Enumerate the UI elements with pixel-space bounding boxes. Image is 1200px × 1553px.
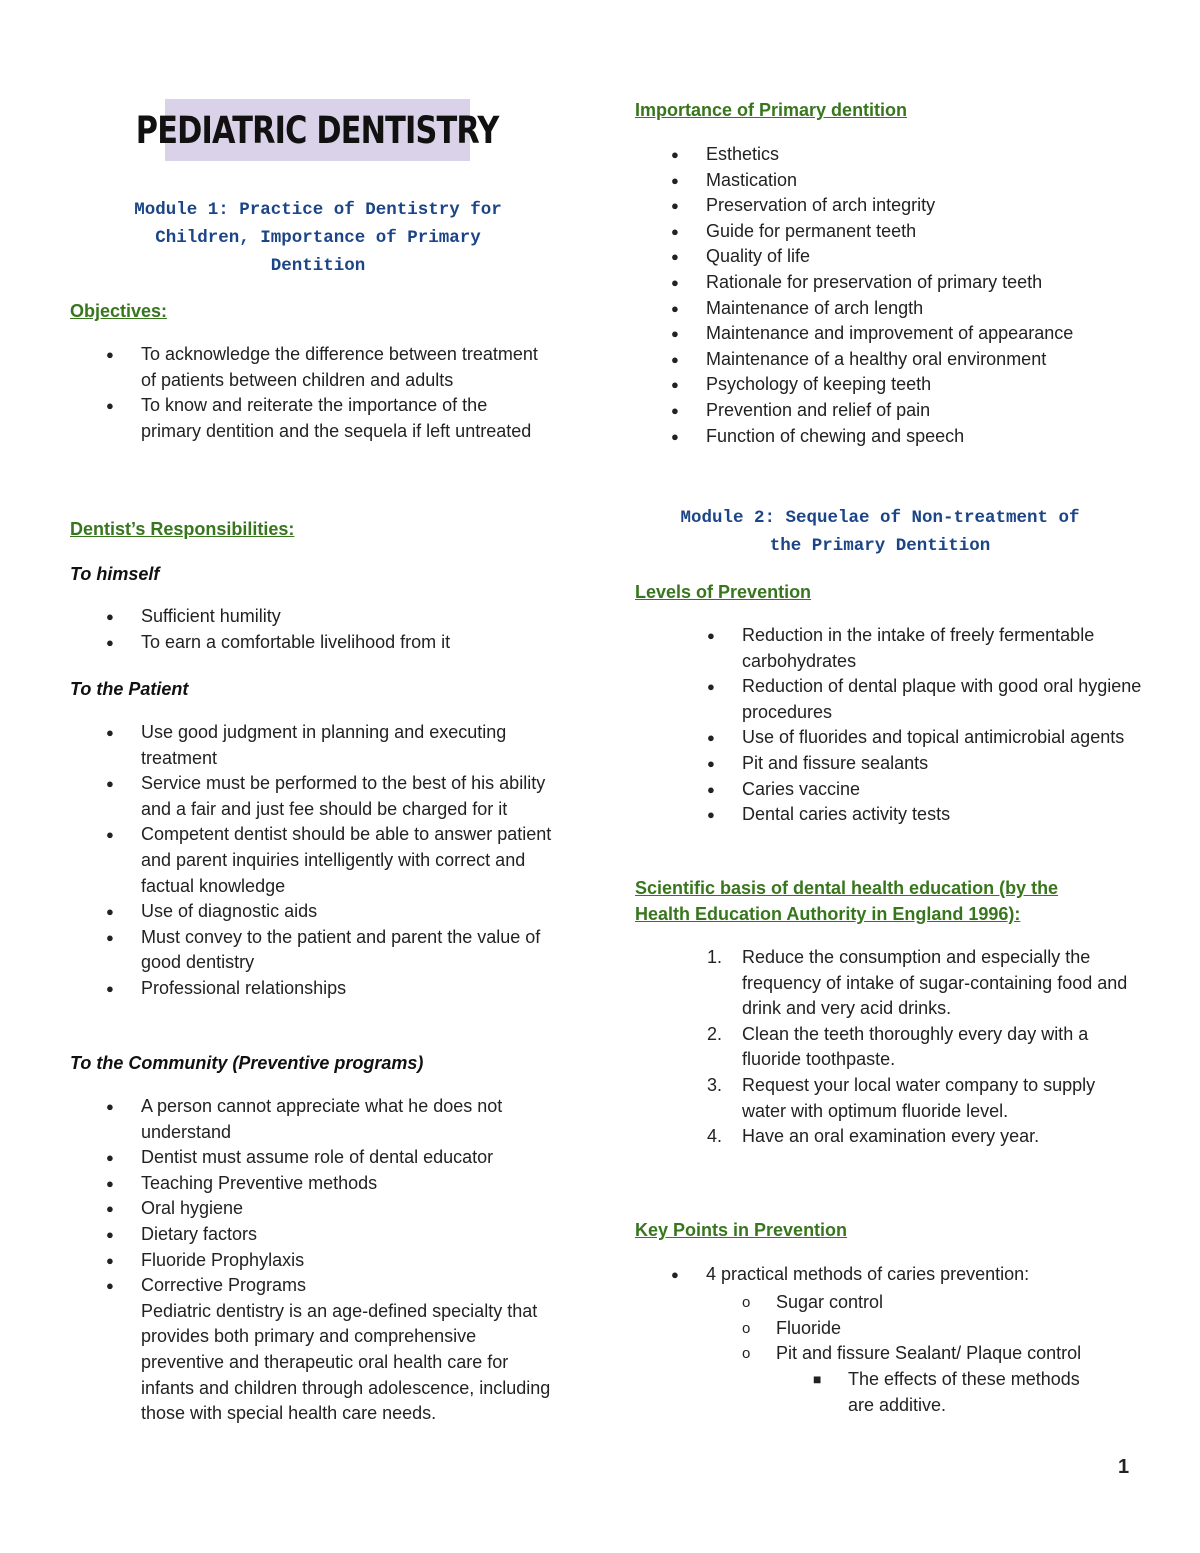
bullet-icon: ● — [671, 377, 679, 393]
bullet-icon: ● — [707, 730, 715, 746]
bullet-icon: ● — [106, 1252, 114, 1268]
bullet-icon: ● — [671, 274, 679, 290]
list-item: 1. Reduce the consumption and especially the frequency of intake of sugar-containing food and drink and very acid drinks. — [707, 947, 1128, 1019]
objectives-heading: Objectives: — [70, 301, 168, 321]
list-item: ● Dietary factors — [141, 1222, 561, 1248]
list-item: ■ The effects of these methods are additive. — [813, 1369, 1080, 1415]
scientific-heading-line1: Scientific basis of dental health education (by the — [635, 878, 1059, 898]
himself-heading: To himself — [70, 564, 160, 584]
bullet-icon: ● — [106, 904, 114, 920]
list-item: ● Esthetics — [706, 142, 1146, 168]
bullet-icon: ● — [106, 725, 114, 740]
bullet-icon: ● — [671, 249, 679, 265]
levels-list — [707, 623, 1142, 828]
list-item: ● Dental caries activity tests — [742, 802, 1142, 828]
circle-bullet-icon: o — [742, 1345, 751, 1363]
list-item: ● Preservation of arch integrity — [706, 193, 1146, 219]
square-bullet-icon: ■ — [813, 1371, 822, 1387]
bullet-icon: ● — [106, 1175, 114, 1191]
list-item: ● Function of chewing and speech — [706, 424, 1146, 450]
title-box — [136, 99, 499, 161]
page-title: PEDIATRIC DENTISTRY — [136, 108, 499, 152]
list-item: ● Reduction of dental plaque with good oral hygiene procedures — [707, 676, 1142, 722]
list-item: ● Rationale for preservation of primary teeth — [706, 270, 1146, 296]
list-item: ● Caries vaccine — [742, 777, 1142, 803]
list-item: ● 4 practical methods of caries prevention: — [706, 1262, 1126, 1288]
keypoints-heading: Key Points in Prevention — [635, 1220, 848, 1240]
bullet-icon: ● — [106, 347, 114, 362]
list-item: ● To know and reiterate the importance of the primary dentition and the sequela if left untreated — [106, 395, 532, 441]
list-item: ● To earn a comfortable livelihood from it — [141, 630, 561, 656]
list-item: ● Quality of life — [706, 244, 1146, 270]
bullet-icon: ● — [707, 781, 715, 797]
list-item: ● Fluoride Prophylaxis — [141, 1248, 561, 1274]
scientific-heading — [635, 875, 1135, 927]
bullet-icon: ● — [106, 827, 114, 843]
list-item: o Pit and fissure Sealant/ Plaque control — [776, 1341, 1136, 1367]
list-item: 4. Have an oral examination every year. — [707, 1126, 1040, 1147]
keypoints-subsublist — [813, 1367, 1108, 1418]
page-number: 1 — [1118, 1456, 1130, 1478]
community-list — [106, 1094, 561, 1427]
responsibilities-heading: Dentist’s Responsibilities: — [70, 519, 295, 539]
bullet-icon: ● — [106, 1201, 114, 1217]
bullet-icon: ● — [106, 929, 114, 945]
bullet-icon: ● — [671, 300, 679, 316]
list-item: ● Use of fluorides and topical antimicrobial agents — [742, 725, 1142, 751]
importance-heading: Importance of Primary dentition — [635, 100, 908, 120]
community-heading: To the Community (Preventive programs) — [70, 1053, 424, 1073]
bullet-icon: ● — [106, 776, 114, 792]
list-item: o Sugar control — [776, 1290, 1136, 1316]
bullet-icon: ● — [671, 147, 679, 162]
list-item: ● Psychology of keeping teeth — [706, 372, 1146, 398]
bullet-icon: ● — [671, 172, 679, 188]
bullet-icon: ● — [707, 807, 715, 823]
bullet-icon: ● — [106, 1150, 114, 1166]
list-item: ● Professional relationships — [141, 976, 561, 1002]
list-item: ● Prevention and relief of pain — [706, 398, 1146, 424]
list-item: 3. Request your local water company to supply water with optimum fluoride level. — [707, 1074, 1096, 1121]
module2-title — [625, 504, 1135, 560]
importance-list — [671, 142, 1146, 449]
list-item: ● Teaching Preventive methods — [141, 1171, 561, 1197]
list-item: ● Maintenance of a healthy oral environment — [706, 347, 1146, 373]
bullet-icon: ● — [106, 1226, 114, 1242]
bullet-icon: ● — [106, 634, 114, 650]
bullet-icon: ● — [707, 679, 715, 695]
circle-bullet-icon: o — [742, 1319, 751, 1337]
module1-title-line1: Module 1: Practice of Dentistry for — [134, 200, 502, 220]
himself-list — [106, 604, 561, 655]
list-item: ● A person cannot appreciate what he does not understand — [106, 1096, 503, 1142]
module1-title-line2: Children, Importance of Primary — [155, 228, 481, 248]
list-item: 2. Clean the teeth thoroughly every day with a fluoride toothpaste. — [707, 1023, 1089, 1070]
module1-title — [70, 196, 566, 280]
objectives-list — [106, 342, 541, 444]
list-item: ● Competent dentist should be able to answer patient and parent inquiries intelligently with correct and factual knowledge — [106, 824, 552, 896]
bullet-icon: ● — [671, 1267, 679, 1282]
bullet-icon: ● — [106, 609, 114, 624]
list-item: ● Reduction in the intake of freely fermentable carbohydrates — [707, 625, 1095, 671]
list-item: ● Maintenance and improvement of appearance — [706, 321, 1146, 347]
bullet-icon: ● — [671, 223, 679, 239]
keypoints-list — [671, 1262, 1126, 1288]
bullet-icon: ● — [671, 326, 679, 342]
bullet-icon: ● — [707, 755, 715, 771]
patient-heading: To the Patient — [70, 679, 189, 699]
list-item: ● Use good judgment in planning and executing treatment — [106, 722, 507, 768]
bullet-icon: ● — [707, 628, 715, 643]
bullet-icon: ● — [106, 1278, 114, 1294]
scientific-list — [707, 945, 1137, 1150]
list-item: ● To acknowledge the difference between treatment of patients between children and adults — [106, 344, 538, 390]
bullet-icon: ● — [671, 198, 679, 214]
list-item: ● Sufficient humility — [141, 604, 561, 630]
list-item: ● Dentist must assume role of dental educator — [141, 1145, 561, 1171]
definition-paragraph: Pediatric dentistry is an age-defined specialty that provides both primary and comprehensive preventive and therapeutic oral health care for infants and children through adolescence, including those with special health care needs. — [141, 1300, 551, 1424]
list-item: ● Guide for permanent teeth — [706, 219, 1146, 245]
list-item: ● Service must be performed to the best of his ability and a fair and just fee should be charged for it — [106, 773, 546, 819]
keypoints-sublist — [742, 1290, 1136, 1367]
levels-heading: Levels of Prevention — [635, 582, 812, 602]
list-item: o Fluoride — [776, 1316, 1136, 1342]
bullet-icon: ● — [671, 428, 679, 444]
list-item: ● Use of diagnostic aids — [141, 899, 561, 925]
list-item: ● Mastication — [706, 168, 1146, 194]
scientific-heading-line2: Health Education Authority in England 1996): — [635, 904, 1021, 924]
list-item: ● Corrective Programs — [141, 1273, 561, 1299]
module1-title-line3: Dentition — [270, 256, 366, 276]
bullet-icon: ● — [671, 402, 679, 418]
patient-list — [106, 720, 561, 1002]
list-item: ● Pit and fissure sealants — [742, 751, 1142, 777]
list-item: ● Must convey to the patient and parent the value of good dentistry — [106, 926, 541, 973]
list-item: ● Maintenance of arch length — [706, 296, 1146, 322]
circle-bullet-icon: o — [742, 1294, 751, 1311]
list-item: ● Oral hygiene — [141, 1196, 561, 1222]
bullet-icon: ● — [106, 398, 114, 414]
module2-title-line2: the Primary Dentition — [769, 536, 991, 556]
bullet-icon: ● — [671, 351, 679, 367]
module2-title-line1: Module 2: Sequelae of Non-treatment of — [680, 508, 1080, 528]
bullet-icon: ● — [106, 980, 114, 996]
bullet-icon: ● — [106, 1099, 114, 1114]
